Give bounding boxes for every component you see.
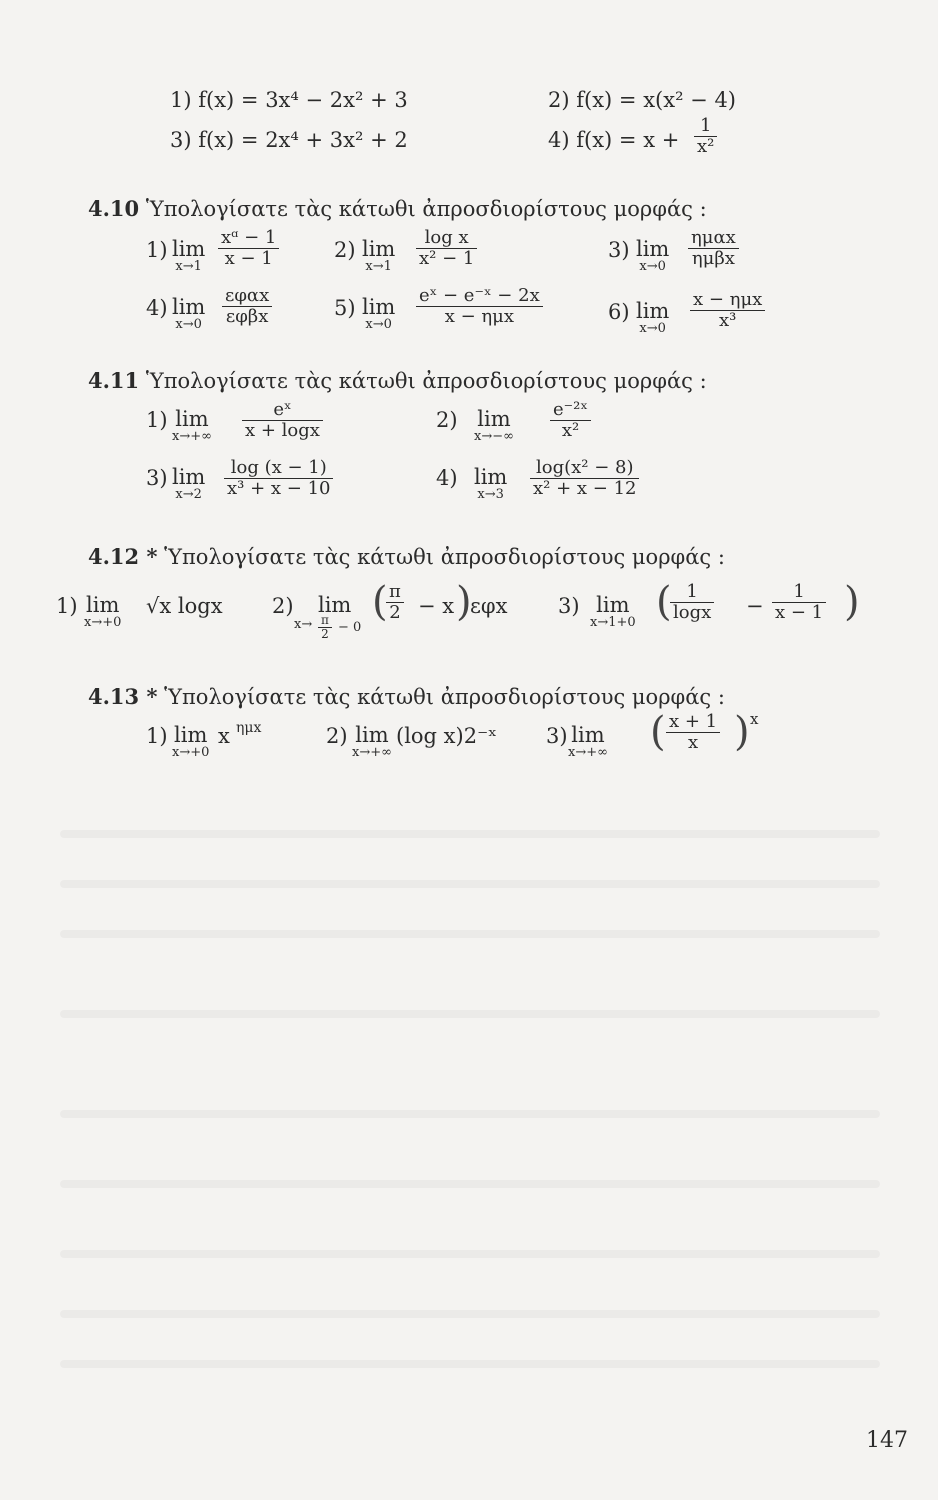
subscript-fraction: $\frac{\pi}{2}$ [318, 614, 332, 641]
exercise-number: 4.13 * [88, 684, 158, 709]
bleed-through-line [60, 930, 880, 938]
lim-word: lim [172, 295, 206, 319]
denominator: x [666, 732, 720, 753]
limit-subscript: x→+∞ [352, 745, 392, 760]
lim-word: lim [362, 295, 396, 319]
item-number: 2) [436, 408, 458, 432]
numerator: eˣ [273, 399, 292, 420]
limit-operator [362, 238, 395, 274]
limit-operator [590, 594, 636, 630]
item-number: 4) [146, 296, 168, 320]
bleed-through-line [60, 1010, 880, 1018]
limit-subscript: x→0 [639, 259, 666, 274]
limit-operator [172, 724, 209, 760]
page-number: 147 [866, 1428, 908, 1453]
power-exponent: ημx [236, 720, 262, 736]
item-number: 2) [334, 238, 356, 262]
fraction [222, 286, 272, 327]
item-number: 1) [170, 88, 192, 112]
denominator: x − 1 [218, 248, 279, 269]
lim-word: lim [474, 465, 508, 489]
lim-word: lim [172, 465, 206, 489]
lim-word: lim [636, 237, 670, 261]
exercise-4-11-heading [88, 368, 707, 393]
lim-word: lim [172, 237, 206, 261]
numerator: 1 [793, 581, 805, 602]
fraction [688, 228, 739, 269]
fraction [242, 400, 323, 441]
denominator: logx [670, 602, 714, 623]
limit-operator [474, 408, 514, 444]
limit-operator [84, 594, 121, 630]
numerator: 1 [699, 115, 712, 136]
limit-operator [568, 724, 608, 760]
denominator: εφβx [222, 306, 272, 327]
fraction [224, 458, 333, 499]
exercise-title: Ὑπολογίσατε τὰς κάτωθι ἀπροσδιορίστους μορφάς : [145, 369, 707, 393]
numerator: π [389, 581, 401, 602]
function-expression: f(x) = x(x² − 4) [576, 88, 736, 112]
numerator: log (x − 1) [230, 457, 327, 478]
denominator: x² [694, 136, 717, 157]
fraction [666, 712, 720, 753]
fraction [416, 228, 477, 269]
fraction [550, 400, 591, 441]
limit-operator [474, 466, 507, 502]
limit-operator [172, 408, 212, 444]
limit-subscript: x→2 [175, 487, 202, 502]
item-number: 3) [608, 238, 630, 262]
function-expression: f(x) = 3x⁴ − 2x² + 3 [198, 88, 408, 112]
limit-subscript: x→1 [365, 259, 392, 274]
minus-x: − x [418, 594, 455, 618]
denominator: x³ + x − 10 [224, 478, 333, 499]
right-parenthesis: ) [456, 579, 472, 625]
fraction [694, 116, 717, 157]
minus-sign: − [746, 594, 764, 618]
function-expression: f(x) = 2x⁴ + 3x² + 2 [198, 128, 408, 152]
limit-subscript: x→0 [175, 317, 202, 332]
right-parenthesis: ) [734, 709, 750, 755]
exercise-4-12-heading [88, 544, 725, 569]
item-number: 4) [436, 466, 458, 490]
fx-item-2 [548, 88, 736, 112]
fx-item-4 [548, 128, 679, 152]
exercise-number: 4.11 [88, 368, 140, 393]
bleed-through-line [60, 1310, 880, 1318]
left-parenthesis: ( [650, 709, 666, 755]
item-number: 6) [608, 300, 630, 324]
item-number: 4) [548, 128, 570, 152]
tangent-term: εφx [470, 594, 508, 618]
limit-subscript: x→+0 [84, 615, 122, 630]
item-number: 1) [146, 724, 168, 748]
bleed-through-line [60, 1180, 880, 1188]
item-number: 3) [146, 466, 168, 490]
denominator: 2 [386, 602, 404, 623]
fraction [218, 228, 279, 269]
lim-word: lim [477, 407, 511, 431]
denominator: x − 1 [772, 602, 826, 623]
fraction [416, 286, 543, 327]
fraction [530, 458, 639, 499]
limit-expression: (log x)2⁻ˣ [396, 724, 498, 748]
lim-word: lim [571, 723, 605, 747]
right-parenthesis: ) [844, 579, 860, 625]
exercise-title: Ὑπολογίσατε τὰς κάτωθι ἀπροσδιορίστους μορφάς : [164, 685, 725, 709]
numerator: εφαx [225, 285, 270, 306]
lim-word: lim [355, 723, 389, 747]
limit-subscript-suffix: − 0 [338, 620, 362, 635]
limit-expression: √x logx [146, 594, 223, 618]
limit-operator [352, 724, 392, 760]
limit-operator [362, 296, 395, 332]
limit-subscript: x→ [294, 617, 313, 632]
numerator: 1 [686, 581, 698, 602]
numerator: log(x² − 8) [535, 457, 634, 478]
limit-subscript: x→+0 [172, 745, 210, 760]
bleed-through-line [60, 880, 880, 888]
exercise-title: Ὑπολογίσατε τὰς κάτωθι ἀπροσδιορίστους μορφάς : [145, 197, 707, 221]
bleed-through-line [60, 1110, 880, 1118]
function-expression: f(x) = x + [576, 128, 680, 152]
power-exponent: x [750, 710, 759, 728]
limit-subscript: x→+∞ [568, 745, 608, 760]
numerator: xᵅ − 1 [221, 227, 277, 248]
denominator: x² − 1 [416, 248, 477, 269]
numerator: e⁻²ˣ [553, 399, 588, 420]
lim-word: lim [86, 593, 120, 617]
item-number: 3) [170, 128, 192, 152]
limit-operator [636, 238, 669, 274]
item-number: 3) [558, 594, 580, 618]
limit-subscript: x→3 [477, 487, 504, 502]
item-number: 5) [334, 296, 356, 320]
lim-word: lim [636, 299, 670, 323]
fraction [690, 290, 765, 331]
item-number: 2) [548, 88, 570, 112]
fraction [670, 582, 714, 623]
limit-operator [172, 238, 205, 274]
numerator: log x [424, 227, 469, 248]
item-number: 1) [56, 594, 78, 618]
numerator: eˣ − e⁻ˣ − 2x [419, 285, 540, 306]
limit-subscript: x→1 [175, 259, 202, 274]
fx-item-3 [170, 128, 408, 152]
exercise-title: Ὑπολογίσατε τὰς κάτωθι ἀπροσδιορίστους μορφάς : [164, 545, 725, 569]
limit-operator [172, 296, 205, 332]
bleed-through-line [60, 830, 880, 838]
denominator: x² + x − 12 [530, 478, 639, 499]
limit-subscript: x→+∞ [172, 429, 212, 444]
bleed-through-line [60, 1360, 880, 1368]
lim-word: lim [362, 237, 396, 261]
left-parenthesis: ( [372, 579, 388, 625]
bleed-through-line [60, 1250, 880, 1258]
limit-operator [172, 466, 205, 502]
denominator: x² [550, 420, 591, 441]
limit-subscript: x→1+0 [590, 615, 636, 630]
exercise-number: 4.10 [88, 196, 140, 221]
limit-subscript: x→0 [639, 321, 666, 336]
exercise-4-10-heading [88, 196, 707, 221]
lim-word: lim [175, 407, 209, 431]
exercise-4-13-heading [88, 684, 725, 709]
denominator: x − ημx [416, 306, 543, 327]
power-base: x [218, 724, 230, 748]
left-parenthesis: ( [656, 579, 672, 625]
item-number: 2) [272, 594, 294, 618]
denominator: x³ [690, 310, 765, 331]
item-number: 1) [146, 408, 168, 432]
numerator: x + 1 [669, 711, 718, 732]
item-number: 2) [326, 724, 348, 748]
limit-subscript: x→0 [365, 317, 392, 332]
limit-subscript: x→−∞ [474, 429, 514, 444]
fraction [386, 582, 404, 623]
numerator: x − ημx [693, 289, 763, 310]
denominator: x + logx [242, 420, 323, 441]
fraction [772, 582, 826, 623]
fx-item-1 [170, 88, 408, 112]
lim-word: lim [596, 593, 630, 617]
numerator: ημαx [691, 227, 736, 248]
exercise-number: 4.12 * [88, 544, 158, 569]
lim-word: lim [174, 723, 208, 747]
lim-word: lim [318, 593, 352, 617]
limit-operator [636, 300, 669, 336]
denominator: ημβx [688, 248, 739, 269]
item-number: 3) [546, 724, 568, 748]
item-number: 1) [146, 238, 168, 262]
